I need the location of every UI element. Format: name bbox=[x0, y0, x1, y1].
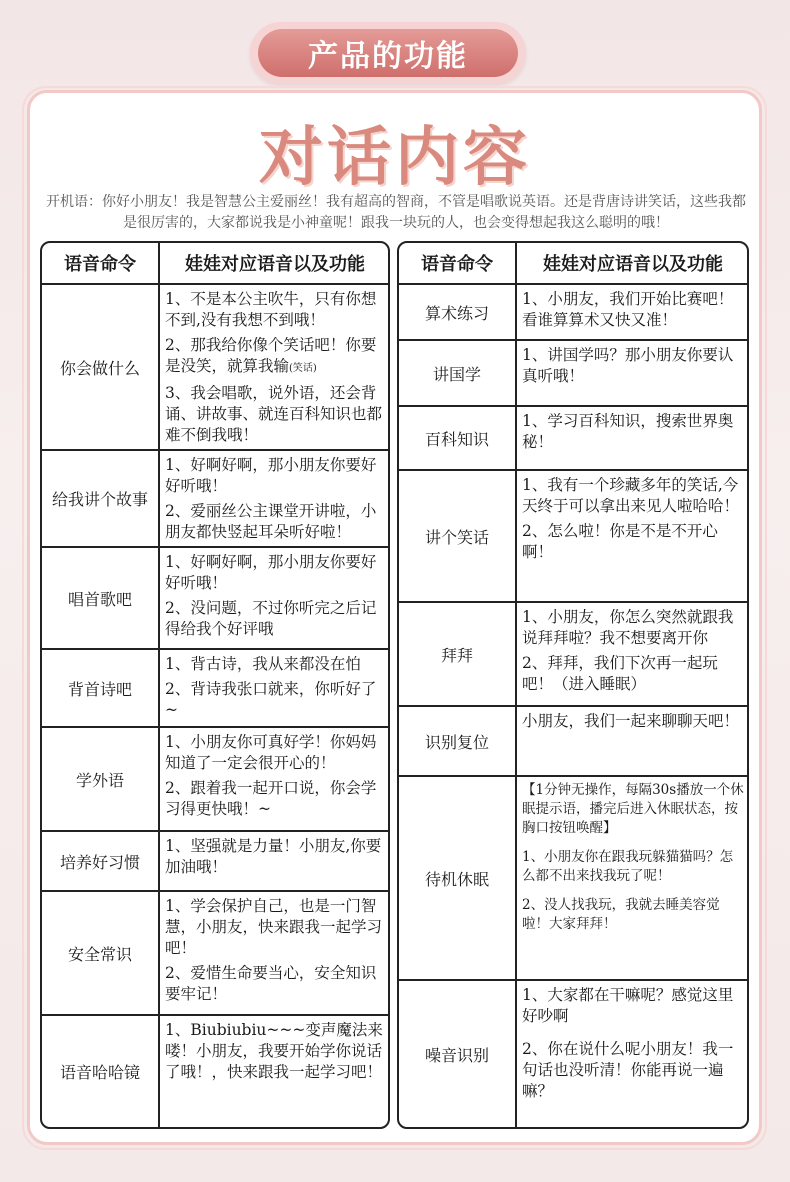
table-row bbox=[399, 603, 747, 707]
table-row bbox=[42, 1016, 388, 1127]
row-response bbox=[160, 285, 388, 449]
row-command: 安全常识 bbox=[42, 892, 160, 1014]
row-response bbox=[160, 451, 388, 546]
response-line: 2、拜拜，我们下次再一起玩吧！（进入睡眠） bbox=[522, 654, 718, 693]
row-command: 学外语 bbox=[42, 728, 160, 830]
response-line: 2、怎么啦！你是不是不开心啊！ bbox=[522, 522, 718, 561]
response-line: 1、我有一个珍藏多年的笑话,今天终于可以拿出来见人啦哈哈！ bbox=[522, 476, 740, 515]
section-banner bbox=[250, 22, 526, 84]
response-line: 2、没问题，不过你听完之后记得给我个好评哦 bbox=[165, 599, 377, 638]
header-command: 语音命令 bbox=[399, 243, 517, 283]
table-row bbox=[42, 285, 388, 451]
response-line: 1、小朋友你可真好学！你妈妈知道了一定会很开心的！ bbox=[165, 733, 377, 772]
response-line: 1、小朋友你在跟我玩躲猫猫吗？怎么都不出来找我玩了呢！ bbox=[522, 849, 734, 884]
response-line: 1、学习百科知识，搜索世界奥秘！ bbox=[522, 412, 734, 451]
row-response bbox=[160, 650, 388, 726]
response-line: 1、好啊好啊，那小朋友你要好好听哦！ bbox=[165, 456, 377, 495]
row-command: 语音哈哈镜 bbox=[42, 1016, 160, 1127]
response-line: 2、没人找我玩，我就去睡美容觉啦！大家拜拜！ bbox=[522, 897, 720, 932]
main-title: 对话内容 bbox=[259, 121, 531, 195]
table-row bbox=[399, 981, 747, 1127]
response-line: 3、我会唱歌，说外语，还会背诵、讲故事、就连百科知识也都难不倒我哦！ bbox=[165, 384, 383, 444]
row-response bbox=[160, 832, 388, 890]
table-row bbox=[42, 832, 388, 892]
row-command: 你会做什么 bbox=[42, 285, 160, 449]
response-line: 1、坚强就是力量！小朋友,你要加油哦！ bbox=[165, 837, 382, 876]
row-command: 讲国学 bbox=[399, 341, 517, 405]
table-row bbox=[399, 341, 747, 407]
response-line: 1、学会保护自己，也是一门智慧，小朋友，快来跟我一起学习吧！ bbox=[165, 897, 383, 957]
row-command: 拜拜 bbox=[399, 603, 517, 705]
row-response bbox=[517, 407, 747, 469]
response-line: 1、Biubiubiu~~~变声魔法来喽！小朋友，我要开始学你说话了哦！，快来跟我一起学习吧！ bbox=[165, 1021, 383, 1081]
response-line: 【1分钟无操作，每隔30s播放一个休眠提示语，播完后进入休眠状态，按胸口按钮唤醒】 bbox=[522, 782, 744, 836]
table-row bbox=[42, 548, 388, 650]
table-row bbox=[399, 407, 747, 471]
row-response bbox=[160, 548, 388, 648]
table-row bbox=[399, 471, 747, 603]
row-command: 待机休眠 bbox=[399, 777, 517, 979]
row-command: 背首诗吧 bbox=[42, 650, 160, 726]
response-line: 1、小朋友，你怎么突然就跟我说拜拜啦？我不想要离开你 bbox=[522, 608, 734, 647]
row-command: 百科知识 bbox=[399, 407, 517, 469]
response-line: 2、跟着我一起开口说，你会学习得更快哦！~ bbox=[165, 779, 377, 818]
row-response bbox=[517, 603, 747, 705]
row-response bbox=[517, 777, 747, 979]
response-line: 2、背诗我张口就来，你听好了~ bbox=[165, 680, 377, 719]
row-response bbox=[517, 341, 747, 405]
response-line: 2、你在说什么呢小朋友！我一句话也没听清！你能再说一遍嘛？ bbox=[522, 1040, 734, 1100]
table-row bbox=[42, 728, 388, 832]
header-command: 语音命令 bbox=[42, 243, 160, 283]
row-command: 算术练习 bbox=[399, 285, 517, 339]
left-command-table bbox=[40, 241, 390, 1129]
row-response bbox=[517, 981, 747, 1127]
response-line: 2、爱惜生命要当心，安全知识要牢记！ bbox=[165, 964, 377, 1003]
table-row bbox=[42, 451, 388, 548]
row-command: 噪音识别 bbox=[399, 981, 517, 1127]
row-response bbox=[160, 728, 388, 830]
row-response bbox=[160, 1016, 388, 1127]
table-row bbox=[399, 285, 747, 341]
row-response bbox=[517, 707, 747, 775]
row-response bbox=[517, 471, 747, 601]
response-line bbox=[165, 335, 385, 379]
table-header bbox=[42, 243, 388, 285]
right-command-table bbox=[397, 241, 749, 1129]
response-note: (笑话) bbox=[289, 363, 317, 374]
response-line: 1、背古诗，我从来都没在怕 bbox=[165, 655, 361, 673]
row-command: 识别复位 bbox=[399, 707, 517, 775]
response-line: 1、小朋友，我们开始比赛吧！看谁算算术又快又准！ bbox=[522, 290, 734, 329]
response-line: 1、大家都在干嘛呢？感觉这里好吵啊 bbox=[522, 986, 734, 1025]
table-header bbox=[399, 243, 747, 285]
table-row bbox=[399, 777, 747, 981]
row-command: 给我讲个故事 bbox=[42, 451, 160, 546]
table-row bbox=[399, 707, 747, 777]
response-line: 1、好啊好啊，那小朋友你要好好听哦！ bbox=[165, 553, 377, 592]
header-response: 娃娃对应语音以及功能 bbox=[185, 253, 365, 275]
row-response bbox=[517, 285, 747, 339]
response-line-text: 2、那我给你像个笑话吧！你要是没笑，就算我输 bbox=[165, 336, 377, 375]
row-command: 唱首歌吧 bbox=[42, 548, 160, 648]
response-line: 1、不是本公主吹牛，只有你想不到,没有我想不到哦！ bbox=[165, 290, 377, 329]
table-row bbox=[42, 892, 388, 1016]
response-line: 1、讲国学吗？那小朋友你要认真听哦！ bbox=[522, 346, 734, 385]
header-response: 娃娃对应语音以及功能 bbox=[543, 253, 723, 275]
response-line: 2、爱丽丝公主课堂开讲啦，小朋友都快竖起耳朵听好啦！ bbox=[165, 502, 377, 541]
row-command: 讲个笑话 bbox=[399, 471, 517, 601]
row-command: 培养好习惯 bbox=[42, 832, 160, 890]
row-response bbox=[160, 892, 388, 1014]
intro-text: 开机语：你好小朋友！我是智慧公主爱丽丝！我有超高的智商，不管是唱歌说英语。还是背唐诗讲笑话，这些我都是很厉害的，大家都说我是小神童呢！跟我一块玩的人，也会变得想起我这么聪明的哦！ bbox=[46, 194, 746, 231]
table-row bbox=[42, 650, 388, 728]
banner-title: 产品的功能 bbox=[258, 29, 518, 77]
response-line: 小朋友，我们一起来聊聊天吧！ bbox=[522, 712, 740, 730]
